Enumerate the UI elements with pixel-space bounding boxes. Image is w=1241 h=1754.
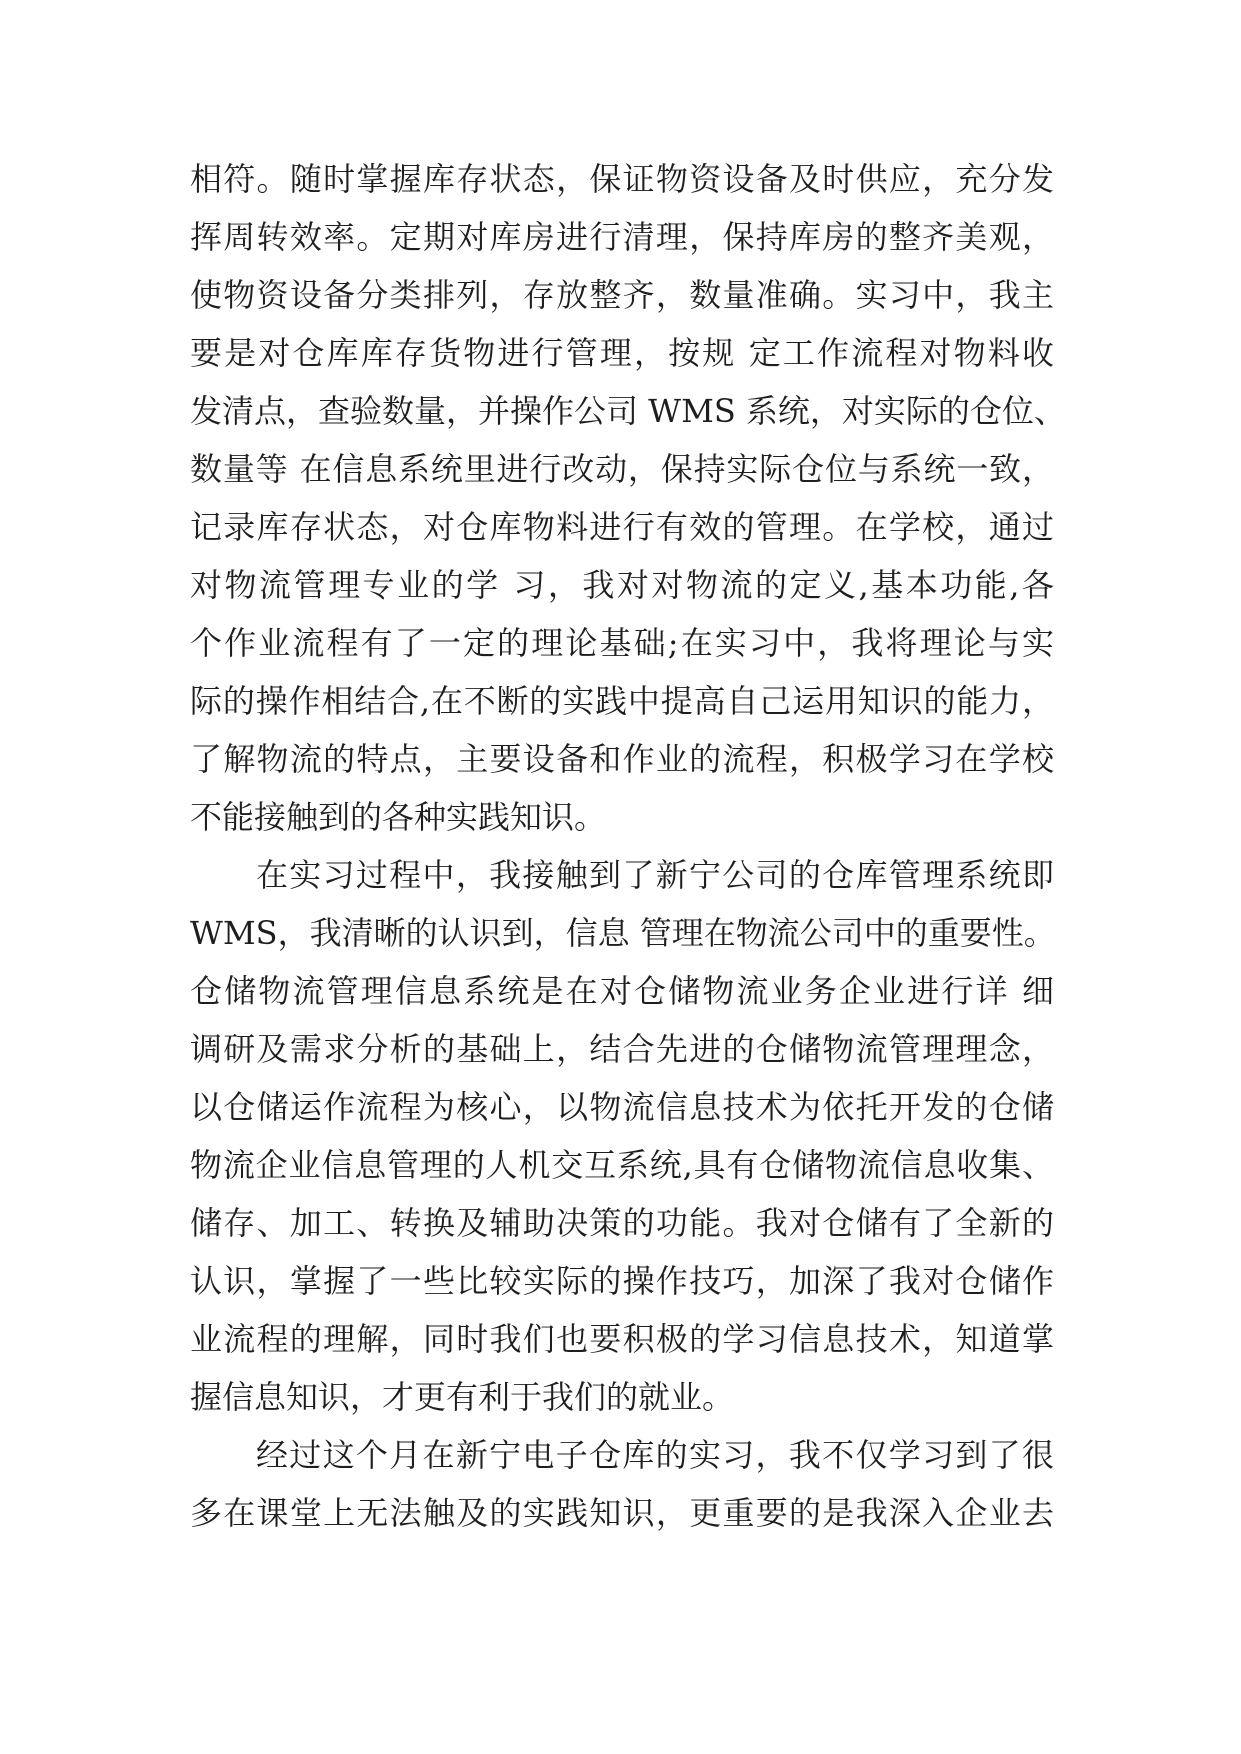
text-line: 经过这个月在新宁电子仓库的实习，我不仅学习到了很 xyxy=(256,1436,1054,1474)
text-line: 要是对仓库库存货物进行管理，按规 定工作流程对物料收 xyxy=(190,334,1054,372)
text-line: 挥周转效率。定期对库房进行清理，保持库房的整齐美观， xyxy=(190,218,1054,256)
text-line: 个作业流程有了一定的理论基础;在实习中，我将理论与实 xyxy=(190,624,1054,662)
text-line: 不能接触到的各种实践知识。 xyxy=(190,798,607,836)
text-line: 记录库存状态，对仓库物料进行有效的管理。在学校，通过 xyxy=(190,508,1054,546)
text-line: 使物资设备分类排列，存放整齐，数量准确。实习中，我主 xyxy=(190,276,1054,314)
text-line: 物流企业信息管理的人机交互系统,具有仓储物流信息收集、 xyxy=(190,1146,1054,1184)
text-line: 业流程的理解，同时我们也要积极的学习信息技术，知道掌 xyxy=(190,1320,1054,1358)
text-line: 数量等 在信息系统里进行改动，保持实际仓位与系统一致， xyxy=(190,450,1054,488)
text-line: 仓储物流管理信息系统是在对仓储物流业务企业进行详 细 xyxy=(190,972,1054,1010)
text-line: 发清点，查验数量，并操作公司 WMS 系统，对实际的仓位、 xyxy=(190,392,1066,430)
text-line: 相符。随时掌握库存状态，保证物资设备及时供应，充分发 xyxy=(190,160,1054,198)
text-line: 握信息知识，才更有利于我们的就业。 xyxy=(190,1378,735,1416)
text-line: 多在课堂上无法触及的实践知识，更重要的是我深入企业去 xyxy=(190,1494,1054,1532)
text-line: 以仓储运作流程为核心，以物流信息技术为依托开发的仓储 xyxy=(190,1088,1054,1126)
paragraph xyxy=(190,150,1066,846)
text-line: 在实习过程中，我接触到了新宁公司的仓库管理系统即 xyxy=(256,856,1054,894)
paragraph xyxy=(190,846,1054,1426)
text-line: 了解物流的特点，主要设备和作业的流程，积极学习在学校 xyxy=(190,740,1054,778)
text-line: 认识，掌握了一些比较实际的操作技巧，加深了我对仓储作 xyxy=(190,1262,1054,1300)
text-line: 调研及需求分析的基础上，结合先进的仓储物流管理理念， xyxy=(190,1030,1054,1068)
body-text xyxy=(190,150,1066,1542)
text-line: 际的操作相结合,在不断的实践中提高自己运用知识的能力， xyxy=(190,682,1054,720)
text-line: 对物流管理专业的学 习，我对对物流的定义,基本功能,各 xyxy=(190,566,1054,604)
text-line: 储存、加工、转换及辅助决策的功能。我对仓储有了全新的 xyxy=(190,1204,1054,1242)
paragraph xyxy=(190,1426,1054,1542)
text-line: WMS，我清晰的认识到，信息 管理在物流公司中的重要性。 xyxy=(190,914,1056,952)
